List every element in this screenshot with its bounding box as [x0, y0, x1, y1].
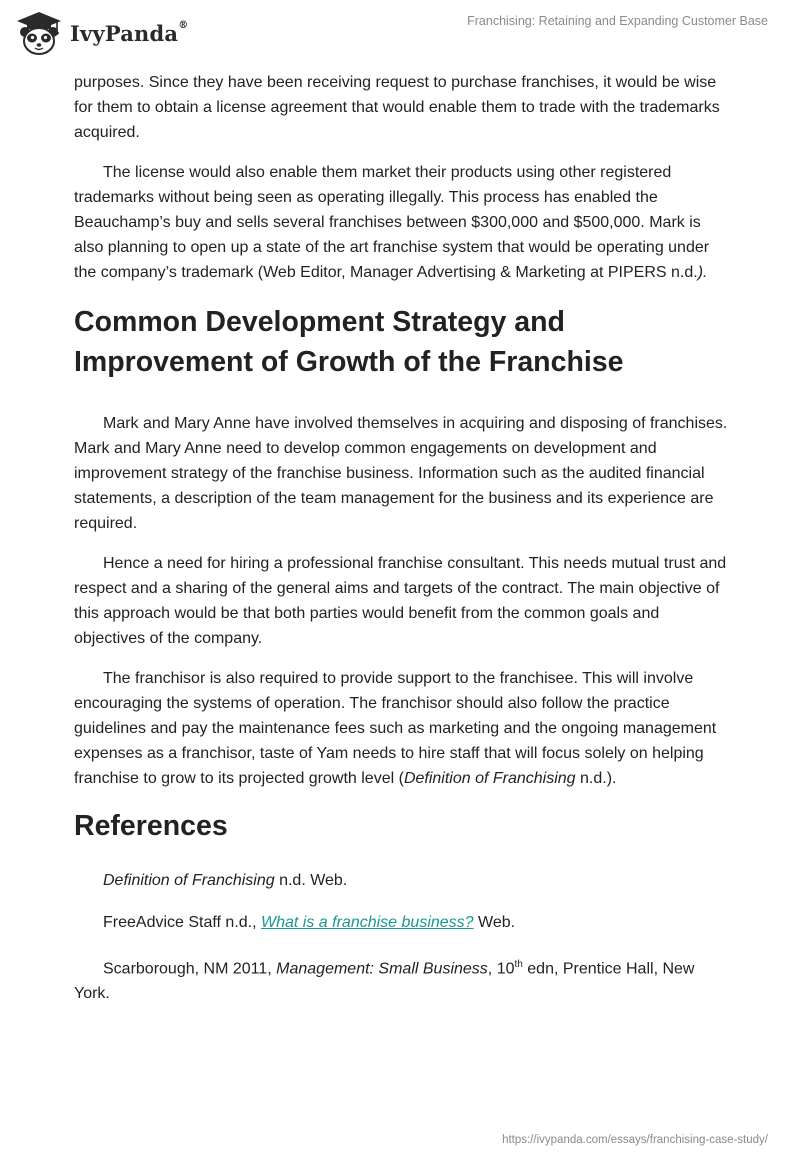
paragraph-3: Mark and Mary Anne have involved themselves in acquiring and disposing of franchises. Mark and Mary Anne need to develop common engagements on development and improvement strategy of the franchise business. Information such as the audited financial statements, a description of the team management for the business and its experience are required. [74, 415, 728, 532]
document-title: Franchising: Retaining and Expanding Customer Base [467, 14, 768, 28]
reference-link[interactable]: What is a franchise business? [261, 914, 474, 931]
reference-item: Scarborough, NM 2011, Management: Small Business, 10th edn, Prentice Hall, New York. [74, 959, 695, 1003]
paragraph-5: The franchisor is also required to provide support to the franchisee. This will involve encouraging the systems of operation. The franchisor should also follow the practice guidelines and pay the maintenance fees such as marketing and the ongoing management expenses as a franchisor, taste of Yam needs to hire staff that will focus solely on helping franchise to grow to its projected growth level (Definition of Franchising n.d.). [74, 670, 717, 787]
registered-mark: ® [178, 19, 189, 31]
page-url: https://ivypanda.com/essays/franchising-case-study/ [502, 1134, 768, 1146]
paragraph-1: purposes. Since they have been receiving request to purchase franchises, it would be wise for them to obtain a license agreement that would enable them to trade with the trademarks acquired. [74, 74, 720, 141]
references-heading: References [74, 810, 228, 842]
article-content [74, 70, 734, 1023]
paragraph-4: Hence a need for hiring a professional franchise consultant. This needs mutual trust and respect and a sharing of the general aims and targets of the contract. The main objective of this approach would be that both parties would benefit from the common goals and objectives of the company. [74, 555, 727, 647]
reference-item: Definition of Franchising n.d. Web. [103, 872, 348, 889]
panda-icon [14, 10, 64, 56]
reference-item: FreeAdvice Staff n.d., What is a franchise business? Web. [103, 914, 516, 931]
page-header [0, 0, 800, 70]
logo-text: IvyPanda® [70, 19, 189, 46]
ivypanda-logo[interactable] [14, 8, 188, 58]
paragraph-2: The license would also enable them market their products using other registered trademarks without being seen as operating illegally. This process has enabled the Beauchamp’s buy and sells several franchises between $300,000 and $500,000. Mark is also planning to open up a state of the art franchise system that would be operating under the company’s trademark (Web Editor, Manager Advertising & Marketing at PIPERS n.d.). [74, 164, 710, 281]
section-heading-strategy: Common Development Strategy and Improvement of Growth of the Franchise [74, 306, 624, 378]
